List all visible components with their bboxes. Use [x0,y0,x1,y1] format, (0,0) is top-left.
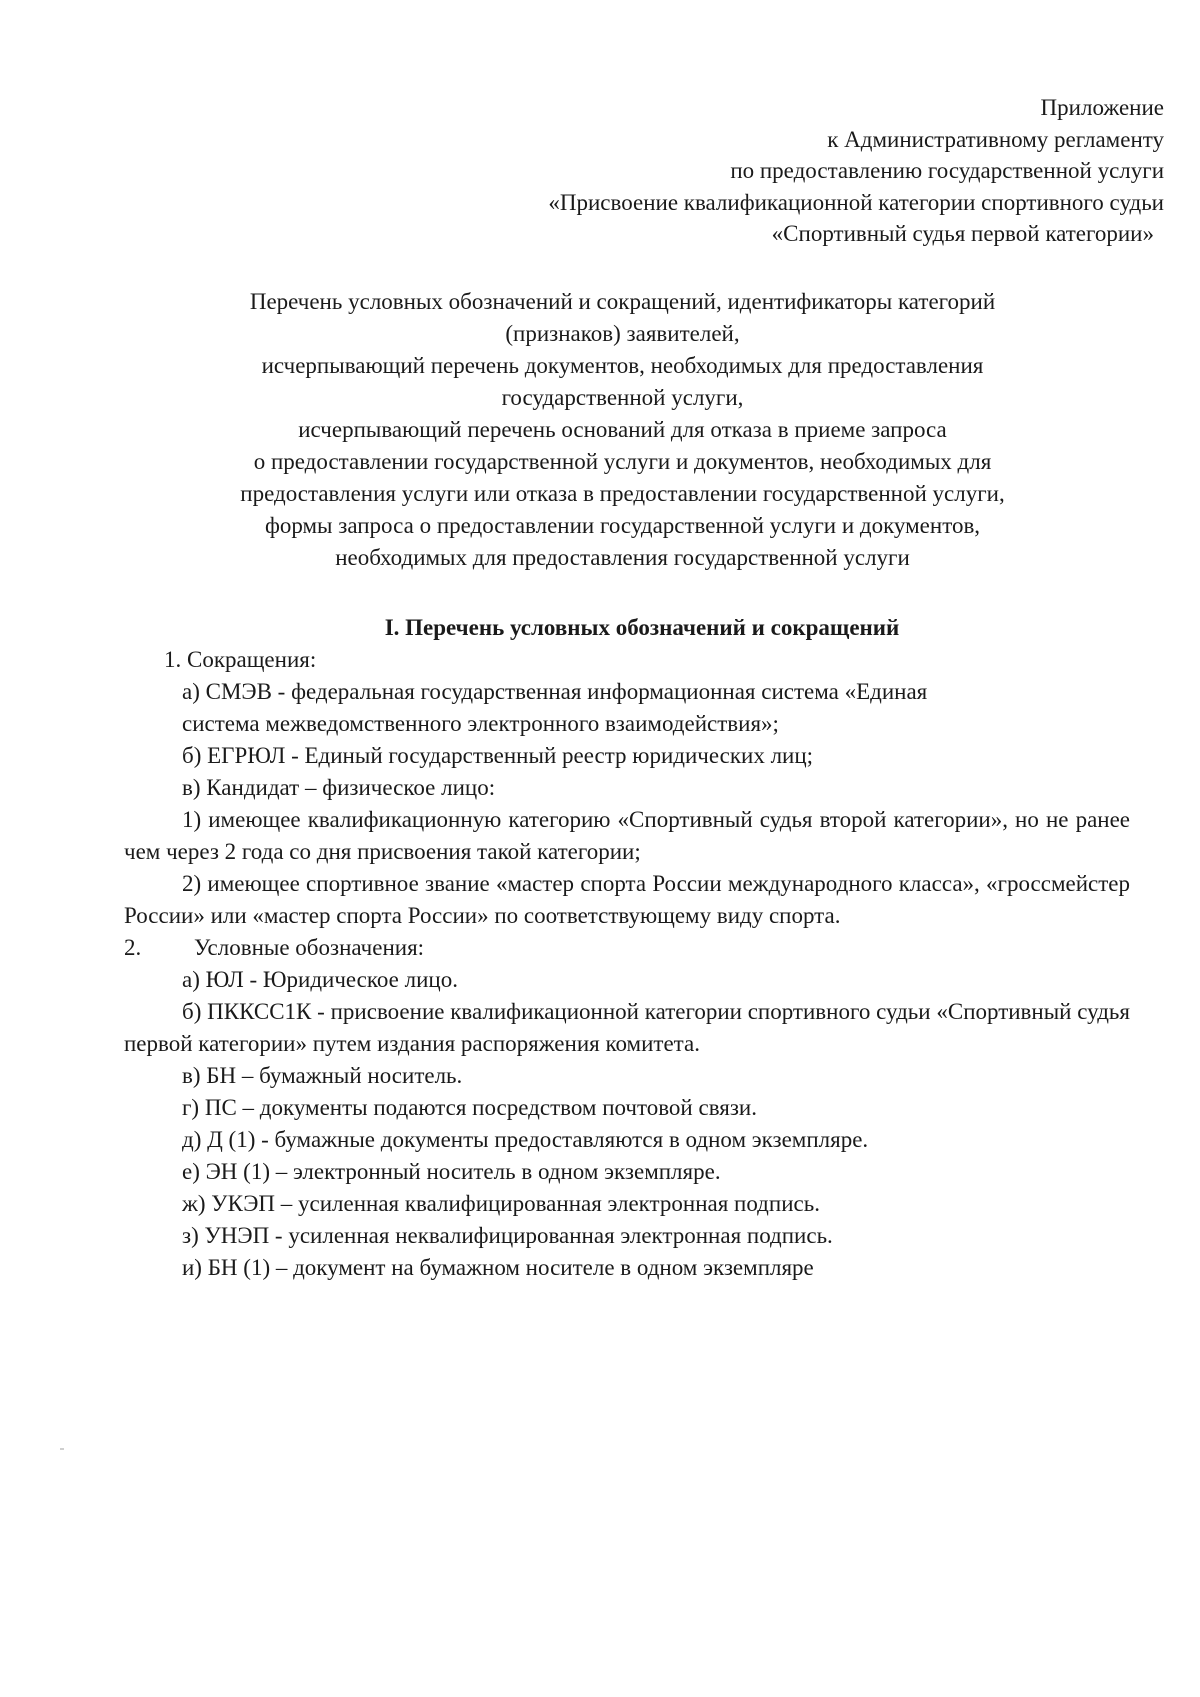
document-title [120,286,1125,574]
title-line: (признаков) заявителей, [505,321,740,346]
title-line: исчерпывающий перечень оснований для отказа в приеме запроса [298,417,947,442]
item-1-b: б) ЕГРЮЛ - Единый государственный реестр юридических лиц; [182,743,814,768]
title-line: Перечень условных обозначений и сокращений, идентификаторы категорий [249,289,996,314]
title-line: исчерпывающий перечень документов, необходимых для предоставления [261,353,984,378]
title-line: формы запроса о предоставлении государственной услуги и документов, [264,513,981,538]
section-heading: I. Перечень условных обозначений и сокращений [384,615,900,640]
item-1-v-1: 1) имеющее квалификационную категорию «Спортивный судья второй категории», но не ранее чем через 2 года со дня присвоения такой категории; [124,807,1130,864]
appendix-line: «Спортивный судья первой категории» [771,221,1154,246]
item-2-b: б) ПККСС1К - присвоение квалификационной категории спортивного судьи «Спортивный судья первой категории» путем издания распоряжения комитета. [124,999,1130,1056]
appendix-line: «Присвоение квалификационной категории спортивного судьи [548,189,1164,215]
title-line: необходимых для предоставления государственной услуги [335,545,910,570]
item-2-d: д) Д (1) - бумажные документы предоставляются в одном экземпляре. [182,1127,869,1152]
item-2-v: в) БН – бумажный носитель. [182,1063,463,1088]
item-2-number: 2. [124,935,142,960]
item-2-zh: ж) УКЭП – усиленная квалифицированная электронная подпись. [182,1191,820,1216]
title-line: предоставления услуги или отказа в предоставлении государственной услуги, [240,481,1005,506]
title-line: государственной услуги, [501,385,744,410]
item-2-label: Условные обозначения: [194,935,425,960]
appendix-line: к Административному регламенту [827,126,1164,152]
item-2-g: г) ПС – документы подаются посредством почтовой связи. [182,1095,757,1120]
section-1 [124,612,1130,1284]
title-line: о предоставлении государственной услуги и документов, необходимых для [253,449,992,474]
appendix-line: по предоставлению государственной услуги [730,158,1164,183]
item-2-e: е) ЭН (1) – электронный носитель в одном экземпляре. [182,1159,721,1184]
item-1-a-continued: система межведомственного электронного взаимодействия»; [182,711,779,736]
item-2-z: з) УНЭП - усиленная неквалифицированная электронная подпись. [182,1223,833,1248]
item-2-i: и) БН (1) – документ на бумажном носителе в одном экземпляре [182,1255,814,1280]
scan-speck [60,1448,64,1450]
appendix-line: Приложение [1040,95,1164,120]
item-2-label-row [124,932,1130,964]
item-1-v: в) Кандидат – физическое лицо: [182,775,496,800]
item-2-a: а) ЮЛ - Юридическое лицо. [182,967,458,992]
item-1-v-2: 2) имеющее спортивное звание «мастер спорта России международного класса», «гроссмейстер России» или «мастер спорта России» по соответствующему виду спорта. [124,871,1130,928]
appendix-header [548,92,1164,250]
item-1-a: а) СМЭВ - федеральная государственная информационная система «Единая [182,679,928,704]
item-1-label: 1. Сокращения: [164,647,317,672]
